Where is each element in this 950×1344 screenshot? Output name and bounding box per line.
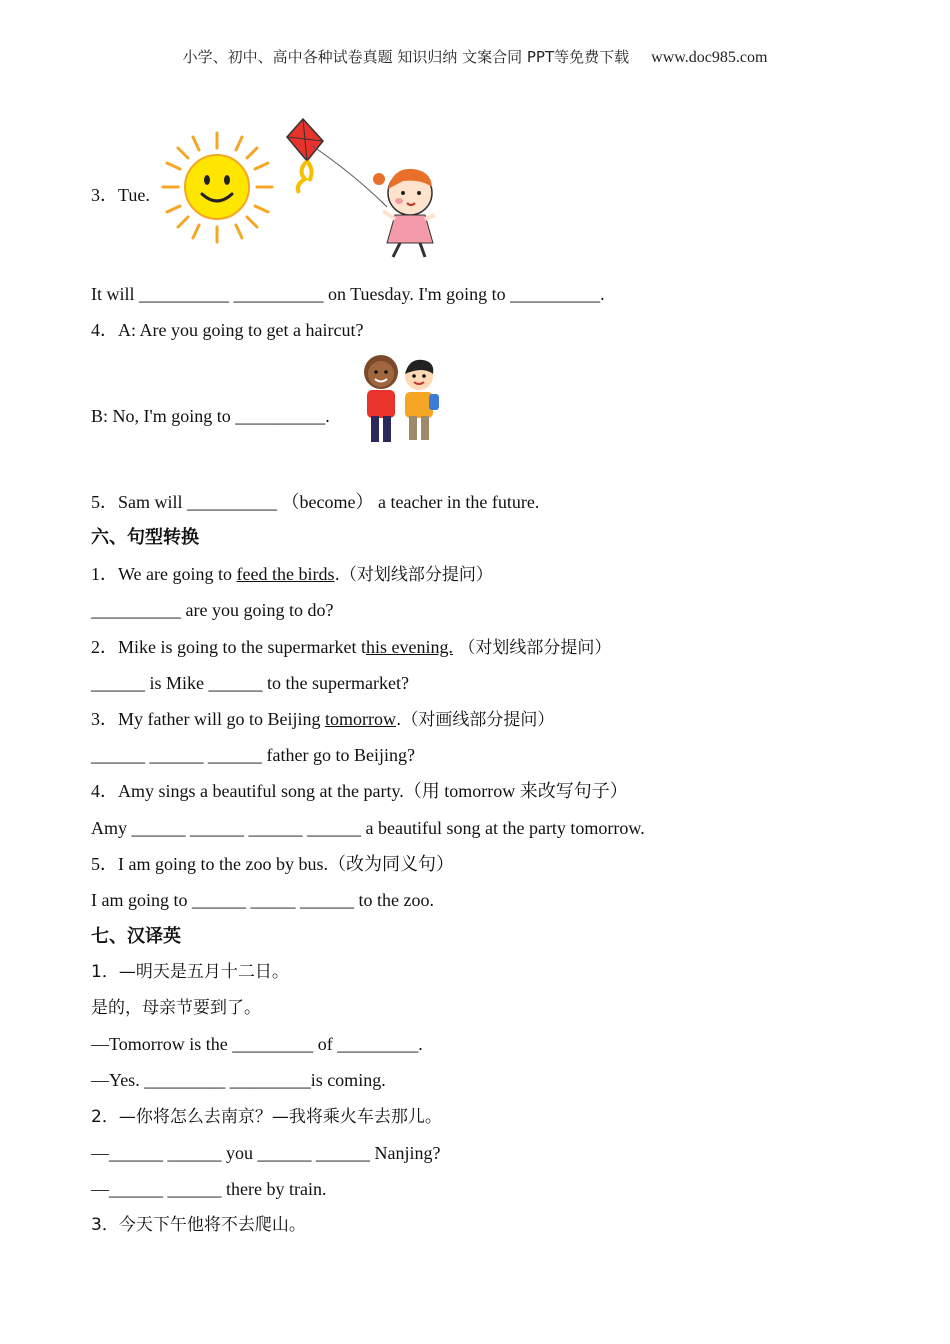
s6-q2 xyxy=(91,636,611,659)
s6-q1-answer: __________ are you going to do? xyxy=(91,600,334,620)
section6-title: 六、句型转换 xyxy=(91,527,199,548)
s7-q2: 2．—你将怎么去南京？—我将乘火车去那儿。 xyxy=(91,1107,442,1127)
s7-q1-line2: 是的，母亲节要到了。 xyxy=(91,998,261,1018)
section7-title: 七、汉译英 xyxy=(91,926,181,947)
s7-q1: 1．—明天是五月十二日。 xyxy=(91,962,289,982)
s7-q1-answer2: —Yes. _________ _________is coming. xyxy=(91,1070,386,1090)
s6-q4-answer: Amy ______ ______ ______ ______ a beautiful song at the party tomorrow. xyxy=(91,818,645,838)
sun-image xyxy=(160,130,275,245)
s6-q5: 5．I am going to the zoo by bus.（改为同义句） xyxy=(91,854,454,874)
s7-q1-answer1: —Tomorrow is the _________ of _________. xyxy=(91,1034,423,1054)
page-header xyxy=(0,46,950,67)
q5-sentence: 5．Sam will __________ （become） a teacher in the future. xyxy=(91,492,540,512)
kite-girl-image xyxy=(275,115,440,260)
q4-answer: B: No, I'm going to __________. xyxy=(91,406,330,426)
s6-q2-underline: his evening. xyxy=(365,637,453,657)
q4-question: 4．A: Are you going to get a haircut? xyxy=(91,320,364,340)
header-site: www.doc985.com xyxy=(651,49,768,66)
s6-q4: 4．Amy sings a beautiful song at the party.（用 tomorrow 来改写句子） xyxy=(91,781,628,801)
s7-q2-answer1: —______ ______ you ______ ______ Nanjing? xyxy=(91,1143,441,1163)
s6-q1-pre: 1．We are going to xyxy=(91,564,237,584)
s6-q1-post: .（对划线部分提问） xyxy=(334,565,493,585)
s6-q3 xyxy=(91,708,554,731)
s7-q2-answer2: —______ ______ there by train. xyxy=(91,1179,327,1199)
header-text: 小学、初中、高中各种试卷真题 知识归纳 文案合同 PPT等免费下载 xyxy=(182,48,630,66)
s6-q2-post: （对划线部分提问） xyxy=(452,638,612,658)
two-boys-image xyxy=(353,350,453,450)
s6-q1 xyxy=(91,563,493,586)
s6-q3-pre: 3．My father will go to Beijing xyxy=(91,709,325,729)
s6-q5-answer: I am going to ______ _____ ______ to the zoo. xyxy=(91,890,434,910)
q3-sentence: It will __________ __________ on Tuesday. I'm going to __________. xyxy=(91,284,605,304)
s6-q2-answer: ______ is Mike ______ to the supermarket? xyxy=(91,673,409,693)
s6-q3-post: .（对画线部分提问） xyxy=(395,710,555,730)
s6-q3-underline: tomorrow xyxy=(324,709,396,729)
s6-q2-pre: 2．Mike is going to the supermarket t xyxy=(91,637,366,657)
s6-q3-answer: ______ ______ ______ father go to Beijing? xyxy=(91,745,415,765)
q3-label: 3．Tue. xyxy=(91,185,150,205)
s6-q1-underline: feed the birds xyxy=(236,564,335,584)
s7-q3: 3．今天下午他将不去爬山。 xyxy=(91,1215,306,1235)
